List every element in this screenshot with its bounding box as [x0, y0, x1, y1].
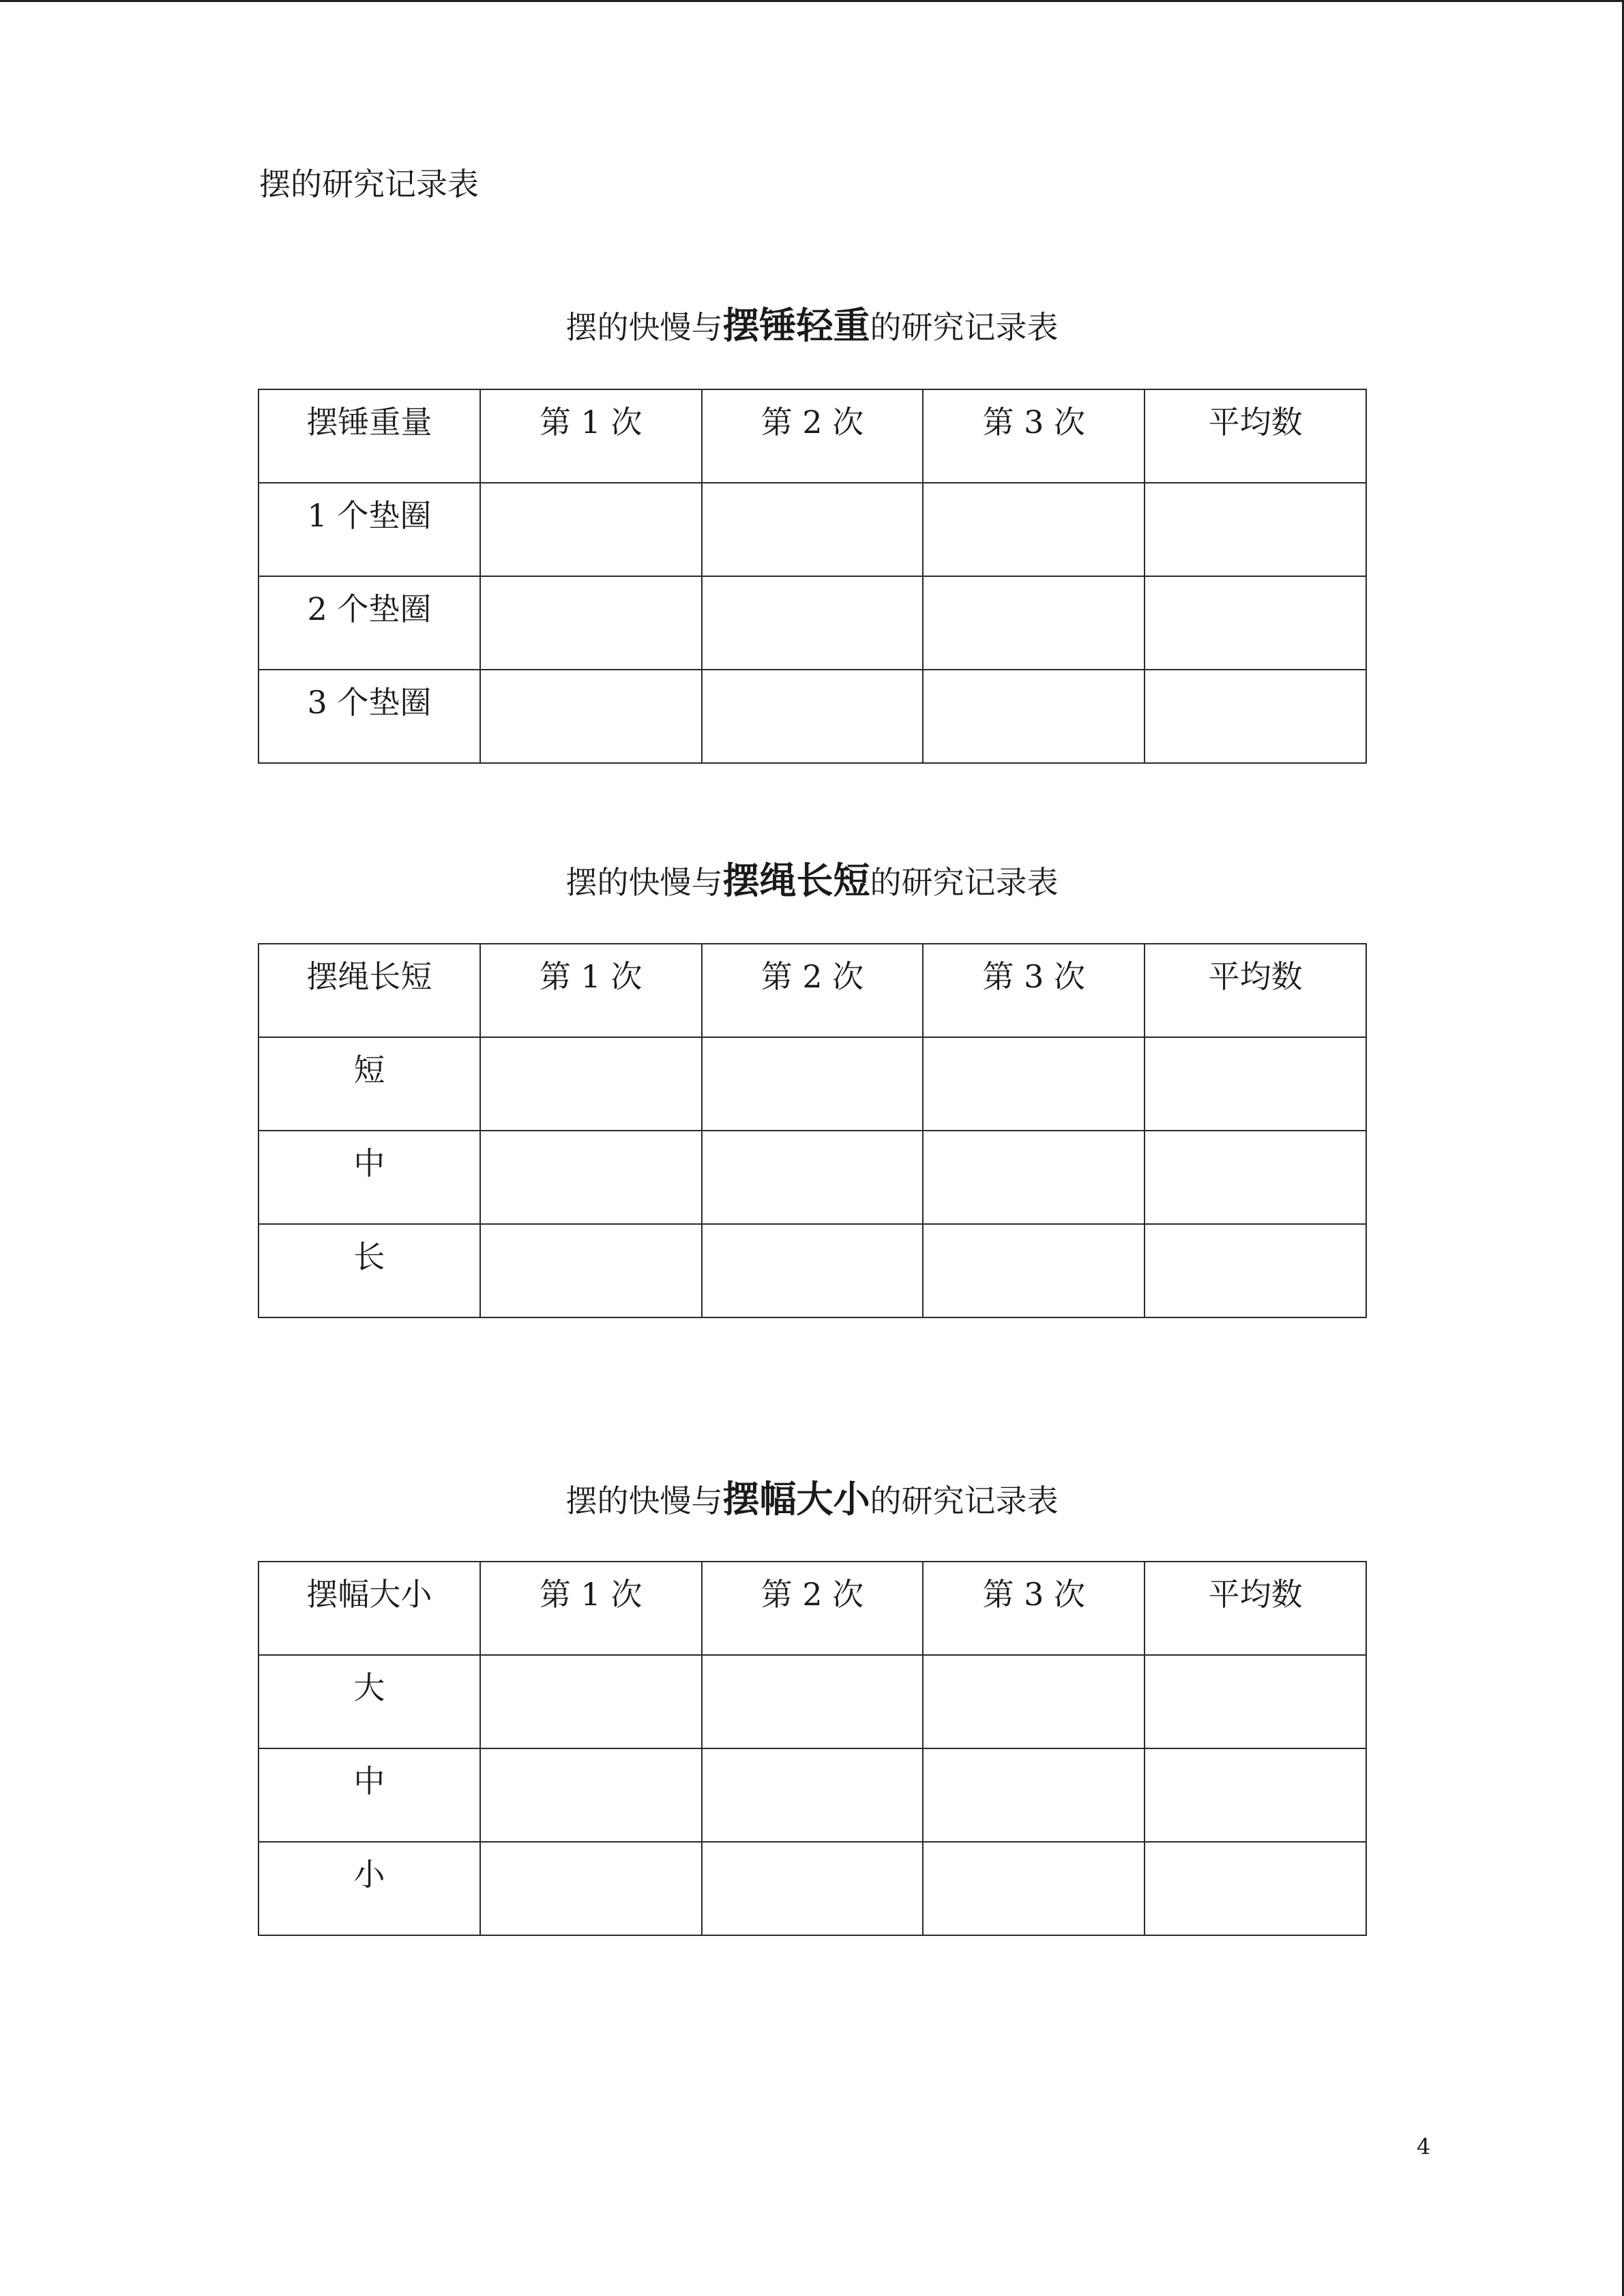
row-label-cell	[259, 1655, 480, 1748]
data-cell[interactable]	[1145, 1037, 1366, 1131]
header-cell	[480, 389, 702, 483]
caption-prefix: 摆的快慢与	[565, 864, 723, 901]
row-label-cell	[259, 1131, 480, 1224]
row-label: 长	[353, 1238, 385, 1275]
data-cell[interactable]	[480, 1037, 702, 1131]
row-label: 1 个垫圈	[307, 497, 432, 534]
data-cell[interactable]	[1145, 576, 1366, 670]
data-cell[interactable]	[923, 483, 1145, 576]
data-cell[interactable]	[923, 1037, 1145, 1131]
row-label: 大	[353, 1669, 385, 1706]
data-cell[interactable]	[480, 1224, 702, 1317]
data-cell[interactable]	[480, 1655, 702, 1748]
data-cell[interactable]	[923, 1224, 1145, 1317]
caption-emphasis: 摆绳长短	[722, 859, 870, 902]
data-cell[interactable]	[1145, 670, 1366, 763]
data-cell[interactable]	[702, 1748, 924, 1842]
data-cell[interactable]	[702, 576, 924, 670]
header-cell	[1145, 1562, 1366, 1655]
header-label: 第 2 次	[761, 404, 864, 441]
caption-prefix: 摆的快慢与	[565, 309, 723, 346]
header-label: 平均数	[1208, 1576, 1303, 1613]
row-label-cell	[259, 1842, 480, 1935]
header-label: 第 3 次	[982, 1576, 1086, 1613]
table-caption-string-length	[258, 857, 1366, 906]
caption-emphasis: 摆幅大小	[722, 1478, 870, 1521]
header-cell	[480, 1562, 702, 1655]
header-label: 摆锤重量	[306, 404, 432, 441]
header-label: 第 1 次	[539, 1576, 643, 1613]
table-row	[259, 1131, 1366, 1224]
data-cell[interactable]	[1145, 1842, 1366, 1935]
row-label: 中	[353, 1145, 385, 1182]
table-row	[259, 1748, 1366, 1842]
row-label-cell	[259, 483, 480, 576]
data-cell[interactable]	[1145, 1655, 1366, 1748]
data-cell[interactable]	[923, 1131, 1145, 1224]
table-header-row	[259, 944, 1366, 1037]
data-cell[interactable]	[702, 1842, 924, 1935]
data-cell[interactable]	[923, 576, 1145, 670]
row-label: 3 个垫圈	[307, 684, 432, 721]
row-label: 小	[353, 1856, 385, 1893]
header-cell	[1145, 389, 1366, 483]
row-label: 2 个垫圈	[307, 591, 432, 627]
data-cell[interactable]	[923, 670, 1145, 763]
header-cell	[259, 944, 480, 1037]
data-cell[interactable]	[480, 1842, 702, 1935]
row-label-cell	[259, 1748, 480, 1842]
header-cell	[1145, 944, 1366, 1037]
data-cell[interactable]	[702, 670, 924, 763]
caption-suffix: 的研究记录表	[870, 1482, 1059, 1519]
table-row	[259, 1037, 1366, 1131]
data-cell[interactable]	[702, 1131, 924, 1224]
table-caption-bob-weight	[258, 302, 1366, 351]
header-label: 摆幅大小	[306, 1576, 432, 1613]
header-cell	[702, 944, 924, 1037]
header-cell	[259, 389, 480, 483]
header-label: 第 3 次	[982, 958, 1086, 995]
data-cell[interactable]	[923, 1842, 1145, 1935]
header-cell	[259, 1562, 480, 1655]
header-cell	[702, 389, 924, 483]
header-cell	[480, 944, 702, 1037]
table-row	[259, 483, 1366, 576]
data-cell[interactable]	[480, 1131, 702, 1224]
data-cell[interactable]	[702, 1037, 924, 1131]
record-table-string-length	[258, 943, 1367, 1318]
header-cell	[923, 389, 1145, 483]
header-cell	[923, 1562, 1145, 1655]
header-label: 第 2 次	[761, 1576, 864, 1613]
header-label: 第 1 次	[539, 404, 643, 441]
data-cell[interactable]	[923, 1655, 1145, 1748]
record-table-bob-weight	[258, 389, 1367, 764]
header-label: 第 3 次	[982, 404, 1086, 441]
data-cell[interactable]	[702, 1655, 924, 1748]
row-label: 短	[353, 1052, 385, 1088]
header-label: 平均数	[1208, 404, 1303, 441]
table-row	[259, 576, 1366, 670]
record-table-amplitude	[258, 1561, 1367, 1936]
header-label: 平均数	[1208, 958, 1303, 995]
page-number: 4	[1417, 2134, 1431, 2160]
table-row	[259, 1224, 1366, 1317]
data-cell[interactable]	[480, 483, 702, 576]
data-cell[interactable]	[1145, 1748, 1366, 1842]
data-cell[interactable]	[702, 1224, 924, 1317]
data-cell[interactable]	[480, 670, 702, 763]
table-header-row	[259, 1562, 1366, 1655]
table-row	[259, 1842, 1366, 1935]
data-cell[interactable]	[1145, 483, 1366, 576]
data-cell[interactable]	[1145, 1224, 1366, 1317]
header-label: 第 2 次	[761, 958, 864, 995]
header-cell	[923, 944, 1145, 1037]
table-row	[259, 1655, 1366, 1748]
table-row	[259, 670, 1366, 763]
document-heading: 摆的研究记录表	[259, 166, 479, 203]
row-label: 中	[353, 1763, 385, 1800]
header-cell	[702, 1562, 924, 1655]
header-label: 第 1 次	[539, 958, 643, 995]
data-cell[interactable]	[702, 483, 924, 576]
caption-prefix: 摆的快慢与	[565, 1482, 723, 1519]
table-caption-amplitude	[258, 1476, 1366, 1525]
caption-suffix: 的研究记录表	[870, 864, 1059, 901]
data-cell[interactable]	[480, 1748, 702, 1842]
row-label-cell	[259, 576, 480, 670]
data-cell[interactable]	[480, 576, 702, 670]
row-label-cell	[259, 1037, 480, 1131]
header-label: 摆绳长短	[306, 958, 432, 995]
caption-emphasis: 摆锤轻重	[722, 304, 870, 347]
caption-suffix: 的研究记录表	[870, 309, 1059, 346]
row-label-cell	[259, 1224, 480, 1317]
page-top-border	[0, 0, 1624, 2]
table-header-row	[259, 389, 1366, 483]
data-cell[interactable]	[923, 1748, 1145, 1842]
data-cell[interactable]	[1145, 1131, 1366, 1224]
row-label-cell	[259, 670, 480, 763]
